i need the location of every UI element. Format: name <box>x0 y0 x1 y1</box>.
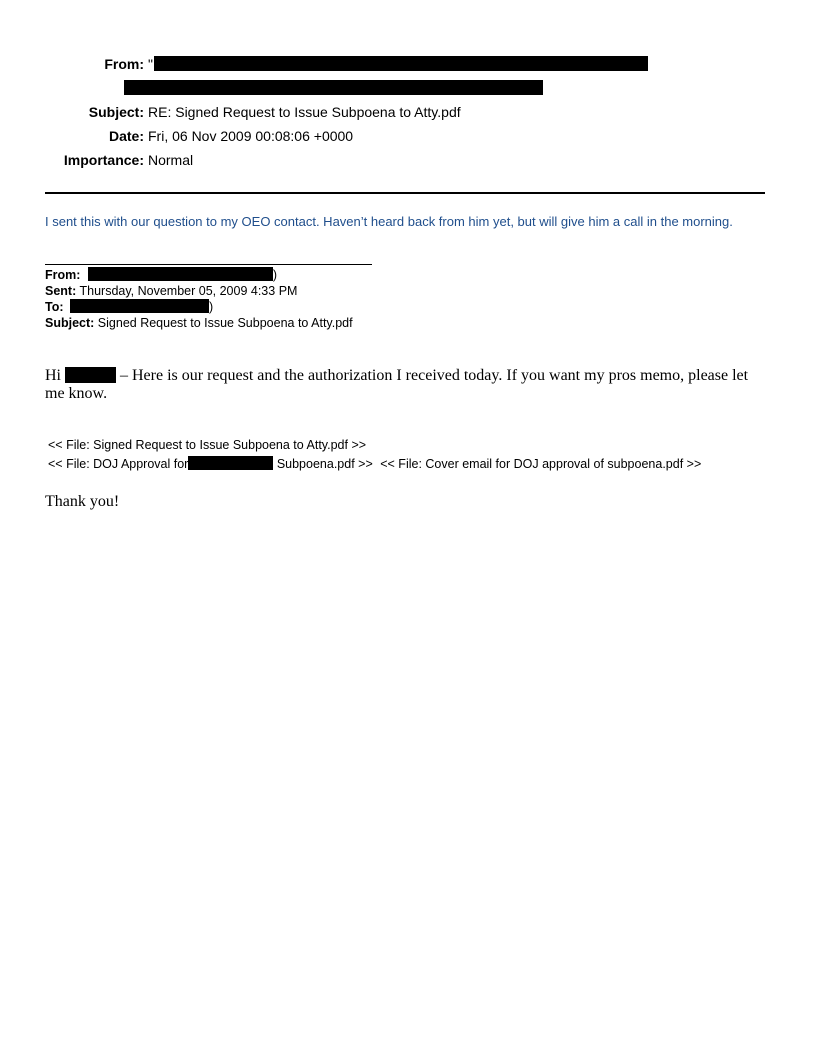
subject-value: RE: Signed Request to Issue Subpoena to Atty.pdf <box>148 104 461 120</box>
redaction-block <box>154 56 648 71</box>
importance-value: Normal <box>148 152 194 168</box>
attachment-row <box>48 456 701 471</box>
date-label: Date: <box>108 128 144 144</box>
original-from-label: From: <box>45 268 81 282</box>
redaction-block <box>65 367 116 383</box>
original-to-label: To: <box>45 300 64 314</box>
reply-text: I sent this with our question to my OEO contact. Haven’t heard back from him yet, but will give him a call in the morning. <box>45 214 733 229</box>
attachment-2-suffix[interactable]: Subpoena.pdf >> <box>273 457 373 471</box>
original-from-row <box>45 267 277 283</box>
redaction-block <box>188 456 273 470</box>
original-sent-label: Sent: <box>45 284 77 298</box>
attachment-link[interactable] <box>48 438 366 452</box>
redaction-block <box>88 267 273 281</box>
from-value: " <box>148 56 153 72</box>
attachment-2-prefix[interactable]: << File: DOJ Approval for <box>48 457 189 471</box>
greeting: Hi <box>45 367 61 384</box>
original-from-suffix: ) <box>272 268 278 282</box>
original-subject-label: Subject: <box>45 316 95 330</box>
original-subject-row <box>45 315 353 331</box>
subject-label: Subject: <box>88 104 144 120</box>
attachment-1-label[interactable]: << File: Signed Request to Issue Subpoena to Atty.pdf >> <box>48 438 367 452</box>
original-to-suffix: ) <box>209 300 214 314</box>
header-divider <box>45 192 765 194</box>
date-value: Fri, 06 Nov 2009 00:08:06 +0000 <box>148 128 354 144</box>
redaction-block <box>70 299 209 313</box>
redaction-block <box>124 80 543 95</box>
message-body <box>45 367 765 403</box>
closing-text: Thank you! <box>45 493 120 510</box>
attachment-3-label[interactable]: << File: Cover email for DOJ approval of subpoena.pdf >> <box>380 457 702 471</box>
message-text: – Here is our request and the authorization I received today. If you want my pros memo, please let me know. <box>45 367 749 402</box>
original-subject-value: Signed Request to Issue Subpoena to Atty.pdf <box>97 316 353 330</box>
original-sent-row <box>45 283 297 299</box>
from-label: From: <box>104 56 144 72</box>
importance-label: Importance: <box>63 152 144 168</box>
original-sent-value: Thursday, November 05, 2009 4:33 PM <box>79 284 298 298</box>
original-to-row <box>45 299 213 315</box>
original-message-divider <box>45 264 372 265</box>
